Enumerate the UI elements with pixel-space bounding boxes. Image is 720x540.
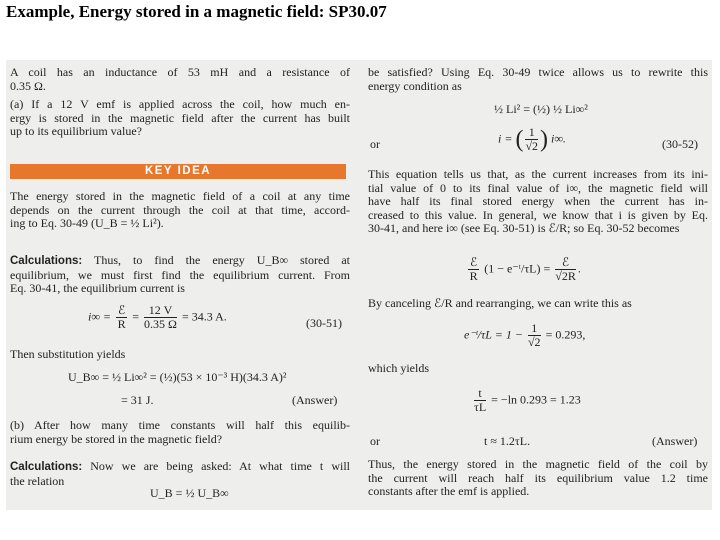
exponential-equation: $\frac{\text{ℰ}}{R}$ (1 − e⁻ᵗ/τL) = $\frac{\text{ℰ}}{√2R}$ . <box>469 255 581 283</box>
part-b-question: (b) After how many time constants will half this equilib- rium energy be stored in the magnetic field? <box>10 418 350 446</box>
log-equation: $\frac{t}{\tau L}$ = −ln 0.293 = 1.23 <box>474 386 581 414</box>
key-idea-banner: KEY IDEA <box>10 164 346 179</box>
exponential-solution: e⁻ᵗ/τL = 1 − $\frac{1}{√2}$ = 0.293, <box>464 321 586 349</box>
answer-label-2: (Answer) <box>652 434 698 448</box>
final-time-equation: t ≈ 1.2τL. <box>484 434 531 448</box>
which-yields: which yields <box>368 361 429 375</box>
problem-intro: A coil has an inductance of 53 mH and a resistance of 0.35 Ω. <box>10 65 350 93</box>
answer-label-1: (Answer) <box>292 393 338 407</box>
conclusion-text: Thus, the energy stored in the magnetic field of the coil by the current will reach half its equilibrium value 1.2 time constants after the emf is applied. <box>368 457 708 498</box>
equation-number-30-51: (30-51) <box>306 316 342 330</box>
key-idea-text: The energy stored in the magnetic field of a coil at any time depends on the current through the coil at that time, accord- ing to Eq. 30-49 (U_B = ½ Li²). <box>10 189 350 230</box>
canceling-text: By canceling ℰ/R and rearranging, we can write this as <box>368 296 632 310</box>
energy-equation-line1: U_B∞ = ½ Li∞² = (½)(53 × 10⁻³ H)(34.3 A)² <box>68 370 287 384</box>
current-explanation: This equation tells us that, as the current increases from its ini- tial value of 0 to its final value of i∞, the magnetic field will have half its final stored energy when the current has in- creased to this value. In general, we know that i is given by Eq. 30-41, and here i∞ (see Eq. 30-51) is ℰ/R; so Eq. 30-52 becomes <box>368 167 708 235</box>
or-label-2: or <box>370 434 380 448</box>
energy-condition-equation: ½ Li² = (½) ½ Li∞² <box>494 102 588 116</box>
then-substitution: Then substitution yields <box>10 347 126 361</box>
energy-equation-line2: = 31 J. <box>121 393 154 407</box>
part-a-question: (a) If a 12 V emf is applied across the coil, how much en- ergy is stored in the magnetic field after the current has built up to its equilibrium value? <box>10 97 350 138</box>
equation-30-52: i = ( $\frac{1}{√2}$ ) i∞. <box>498 125 566 153</box>
textbook-scan <box>6 60 712 510</box>
or-label-1: or <box>370 137 380 151</box>
energy-condition-intro: be satisfied? Using Eq. 30-49 twice allows us to rewrite this energy condition as <box>368 65 708 93</box>
calculations-label: Calculations: <box>10 255 83 267</box>
equation-number-30-52: (30-52) <box>662 137 698 151</box>
calculations-1: Calculations: Thus, to find the energy U_B∞ stored at equilibrium, we must first find the equilibrium current. From Eq. 30-41, the equilibrium current is <box>10 253 350 295</box>
half-energy-relation: U_B = ½ U_B∞ <box>150 486 229 500</box>
slide-title: Example, Energy stored in a magnetic field: SP30.07 <box>6 2 387 21</box>
equation-30-51: i∞ = $\frac{\text{ℰ}}{R}$ = $\frac{12 V}{0.35 \Omega}$ = 34.3 A. <box>88 303 227 331</box>
calculations-label-2: Calculations: <box>10 461 83 473</box>
calculations-2: Calculations: Now we are being asked: At what time t will the relation <box>10 459 350 488</box>
